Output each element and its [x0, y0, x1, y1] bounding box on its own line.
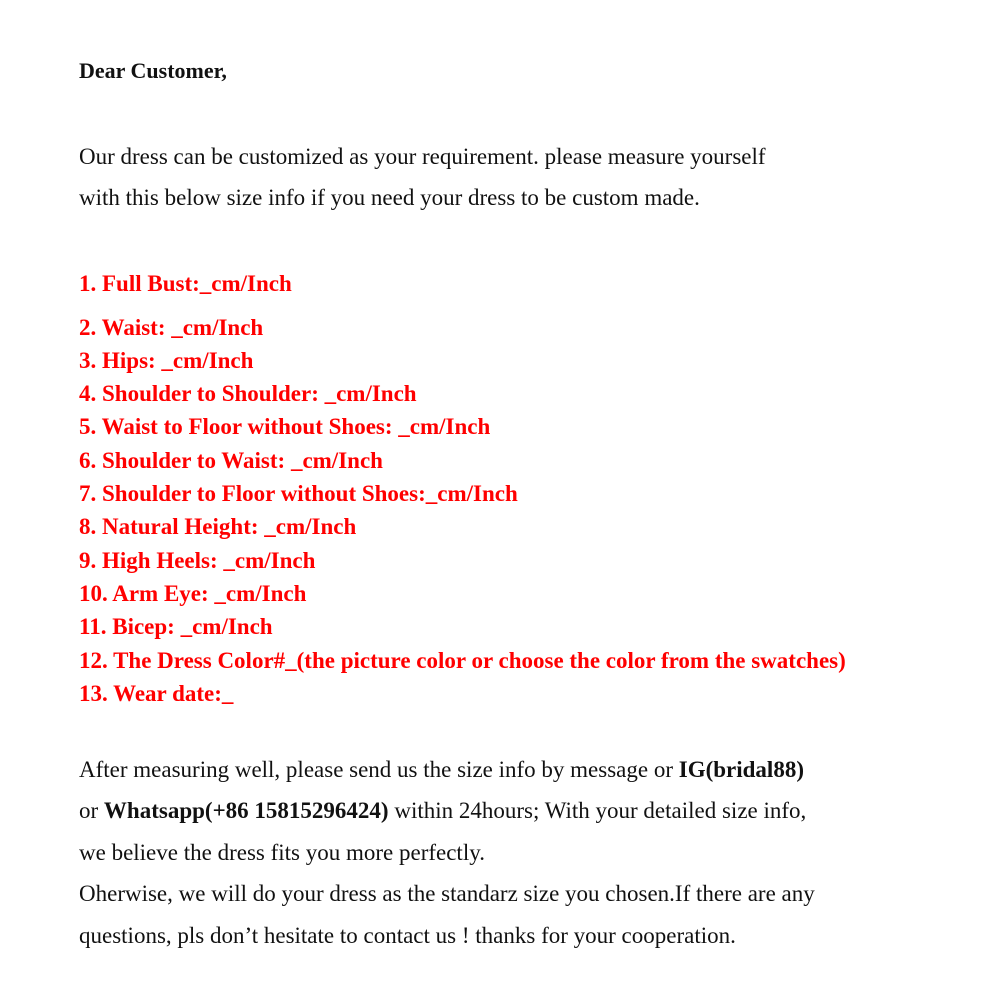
measurement-item: 9. High Heels: _cm/Inch — [79, 548, 316, 573]
closing-line-5: questions, pls don’t hesitate to contact us ! thanks for your cooperation. — [79, 923, 736, 948]
measurement-item: 2. Waist: _cm/Inch — [79, 315, 264, 340]
closing-line-1 — [79, 756, 804, 784]
instagram-handle: IG(bridal88) — [678, 757, 804, 782]
closing-line-2 — [79, 797, 806, 825]
closing-line-4: Oherwise, we will do your dress as the standarz size you chosen.If there are any — [79, 881, 815, 906]
intro-line-2: with this below size info if you need your dress to be custom made. — [79, 185, 700, 210]
measurement-item: 12. The Dress Color#_(the picture color or choose the color from the swatches) — [79, 648, 846, 673]
measurement-item: 3. Hips: _cm/Inch — [79, 348, 254, 373]
measurement-item: 11. Bicep: _cm/Inch — [79, 614, 273, 639]
greeting: Dear Customer, — [79, 58, 227, 83]
measurement-item: 6. Shoulder to Waist: _cm/Inch — [79, 448, 383, 473]
closing-line-2-text: within 24hours; With your detailed size info, — [388, 798, 807, 823]
measurement-item: 10. Arm Eye: _cm/Inch — [79, 581, 307, 606]
measurement-item: 1. Full Bust:_cm/Inch — [79, 271, 292, 296]
measurement-item: 13. Wear date:_ — [79, 681, 234, 706]
closing-line-1-text: After measuring well, please send us the size info by message or — [79, 757, 679, 782]
measurement-item: 7. Shoulder to Floor without Shoes:_cm/Inch — [79, 481, 518, 506]
intro-line-1: Our dress can be customized as your requirement. please measure yourself — [79, 144, 766, 169]
measurement-item: 4. Shoulder to Shoulder: _cm/Inch — [79, 381, 417, 406]
measurement-item: 5. Waist to Floor without Shoes: _cm/Inch — [79, 414, 491, 439]
closing-line-2-prefix: or — [79, 798, 104, 823]
measurement-item: 8. Natural Height: _cm/Inch — [79, 514, 357, 539]
closing-line-3: we believe the dress fits you more perfectly. — [79, 840, 485, 865]
whatsapp-contact: Whatsapp(+86 15815296424) — [103, 798, 389, 823]
